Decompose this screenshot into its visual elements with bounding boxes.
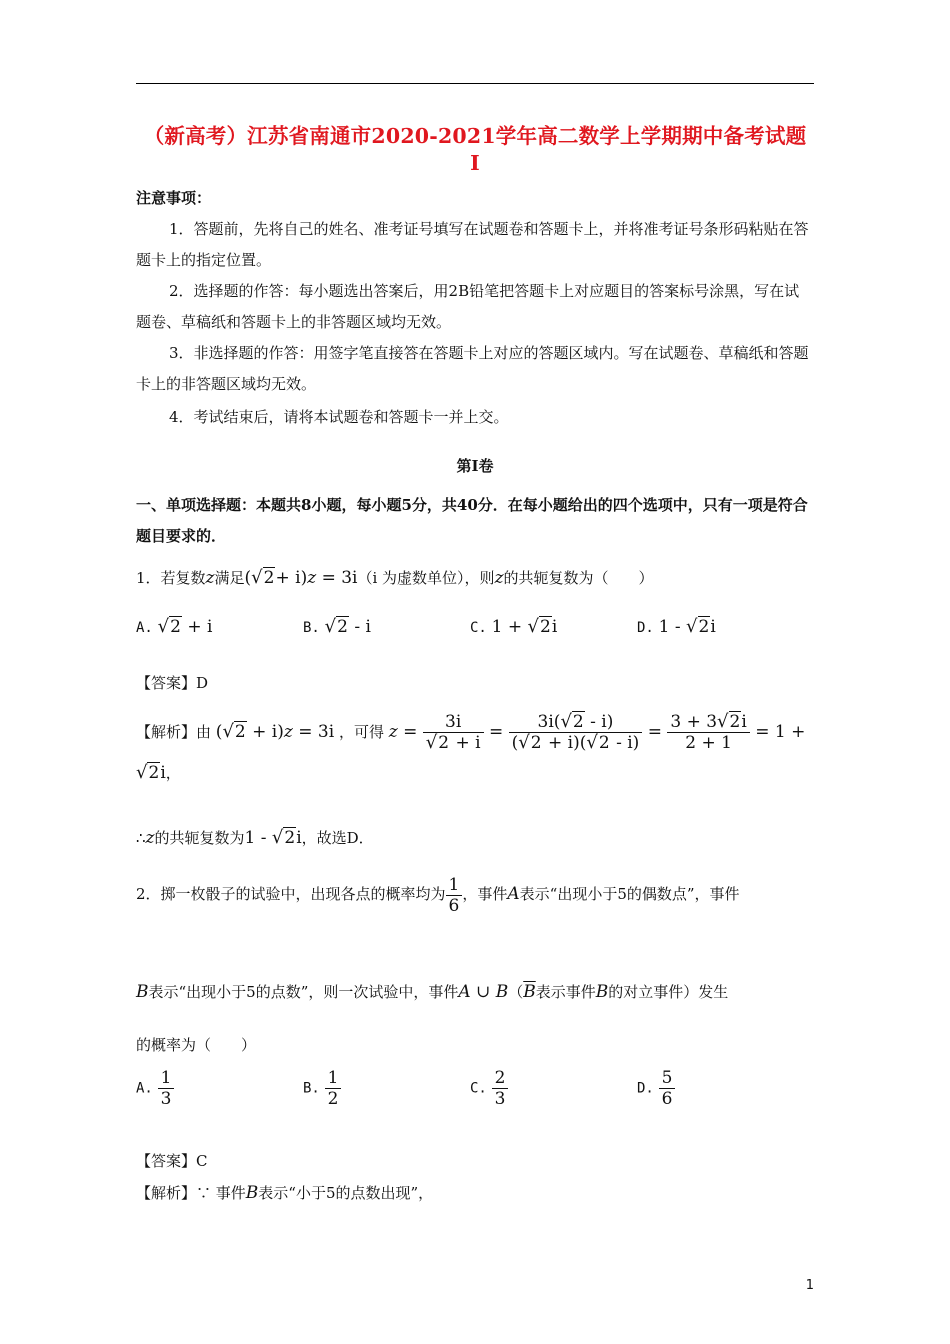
q2-analysis: 【解析】∵ 事件B表示“小于5的点数出现”， [136, 1183, 434, 1203]
q1-mid: 满足 [214, 569, 245, 587]
q1-option-a: A. √2 + i [136, 616, 213, 637]
q1-answer: 【答案】D [136, 674, 209, 692]
q1-after2: 的共轭复数为（ ） [503, 569, 654, 587]
q2-option-a: A. $\frac{1}{3}$ [136, 1068, 174, 1109]
q1-analysis [136, 712, 814, 793]
section-heading: 一、单项选择题：本题共8小题，每小题5分，共40分．在每小题给出的四个选项中，只有一项是符合题目要求的． [136, 496, 808, 545]
q2-stem-line1: 2．掷一枚骰子的试验中，出现各点的概率均为 $\frac{1}{6}$ ，事件A表示“出现小于5的偶数点”，事件 [136, 874, 740, 916]
q1-analysis-eq1: (√2 + i)z = 3i [215, 721, 335, 742]
q2-stem-line3: 的概率为（ ） [136, 1036, 257, 1054]
q2-bbar: $\overline{B}$ [523, 982, 536, 1002]
q1-after: （i 为虚数单位），则 [357, 569, 495, 587]
page-title-line2: Ⅰ [470, 151, 480, 175]
q1-option-c: C. 1 + √2i [470, 616, 558, 637]
notice-item-3: 3．非选择题的作答：用签字笔直接答在答题卡上对应的答题区域内。写在试题卷、草稿纸和答题卡上的非答题区域均无效。 [136, 344, 809, 393]
q1-condition: (√2+ i)z = 3i [244, 567, 358, 588]
q1-option-d: D. 1 - √2i [637, 616, 716, 637]
notice-heading: 注意事项： [136, 189, 212, 207]
notice-item-4: 4．考试结束后，请将本试题卷和答题卡一并上交。 [169, 408, 509, 426]
q2-option-d: D. $\frac{5}{6}$ [637, 1068, 675, 1109]
q2-probability: $\frac{1}{6}$ [446, 875, 463, 916]
q2-stem-line2: B表示“出现小于5的点数”，则一次试验中，事件A ∪ $B(\overline{B}$表示事件B的对立事件）发生 [136, 982, 729, 1002]
q2-union: A ∪ B [458, 982, 509, 1002]
q1-conclusion: ∴z的共轭复数为1 - √2i，故选D． [136, 827, 374, 848]
q1-var: z [205, 568, 215, 588]
q2-option-b: B. $\frac{1}{2}$ [303, 1068, 341, 1109]
notice-item-2: 2．选择题的作答：每小题选出答案后，用2B铅笔把答题卡上对应题目的答案标号涂黑，写在试题卷、草稿纸和答题卡上的非答题区域均无效。 [136, 282, 800, 331]
q1-prefix: 1．若复数 [136, 569, 206, 587]
page-title: （新高考）江苏省南通市2020-2021学年高二数学上学期期中备考试题 [143, 124, 807, 148]
page-number: 1 [805, 1278, 814, 1293]
q1-analysis-eq2: z = $\frac{3i}{√2 + i}$ = $\frac{3i(√2 - i)}{(√2 + i)(√2 - i)}$ = $\frac{3 + 3√2i}{2 + 1}$ = 1 + √2i [136, 711, 806, 783]
notice-item-1: 1．答题前，先将自己的姓名、准考证号填写在试题卷和答题卡上，并将准考证号条形码粘贴在答题卡上的指定位置。 [136, 220, 809, 269]
top-rule [136, 83, 814, 84]
q1-after-var: z [494, 568, 504, 588]
q1-options [136, 616, 814, 646]
q2-answer: 【答案】C [136, 1152, 208, 1170]
q2-option-c: C. $\frac{2}{3}$ [470, 1068, 508, 1109]
q2-options [136, 1068, 814, 1118]
q1-analysis-end: ， [165, 764, 181, 782]
q1-analysis-mid: ，可得 [338, 723, 384, 741]
q1-stem [136, 562, 814, 594]
q1-analysis-label: 【解析】由 [136, 723, 212, 741]
q1-option-b: B. √2 - i [303, 616, 371, 637]
volume-title: 第Ⅰ卷 [456, 457, 494, 475]
